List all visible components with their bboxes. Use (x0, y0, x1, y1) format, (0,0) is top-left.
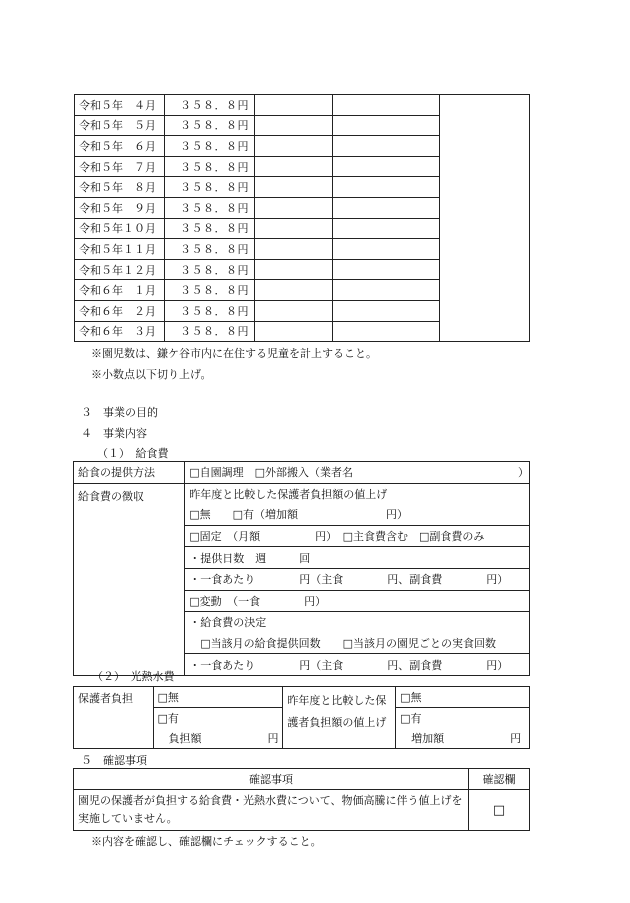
section-confirmation-heading: ５ 確認事項 (81, 754, 147, 767)
monthly-amount-cell: ３５８．８円 (164, 177, 254, 198)
monthly-blank-cell[interactable] (254, 300, 332, 321)
monthly-month-cell: 令和５年 ６月 (75, 136, 165, 157)
meal-per-meal-variable: ・一食あたり 円（主食 円、副食費 円） (185, 654, 530, 676)
utility-increase-amount: 増加額 円 (396, 728, 530, 749)
subsection-meal-heading: （１） 給食費 (97, 447, 169, 460)
monthly-amount-cell: ３５８．８円 (164, 300, 254, 321)
utility-burden-label: 保護者負担 (74, 687, 154, 749)
confirmation-check-header: 確認欄 (469, 769, 530, 790)
meal-days-provided: ・提供日数 週 回 (185, 547, 530, 569)
monthly-blank-cell[interactable] (332, 218, 440, 239)
monthly-month-cell: 令和５年 ４月 (75, 95, 165, 116)
monthly-blank-cell[interactable] (332, 177, 440, 198)
monthly-blank-cell[interactable] (332, 321, 440, 342)
note-children-count: ※園児数は、鎌ケ谷市内に在住する児童を計上すること。 (91, 347, 377, 360)
footer-note: ※内容を確認し、確認欄にチェックすること。 (91, 835, 322, 848)
monthly-blank-cell[interactable] (332, 300, 440, 321)
monthly-blank-cell[interactable] (254, 177, 332, 198)
utility-increase-none-checkbox[interactable]: □無 (396, 687, 530, 708)
section-purpose-heading: ３ 事業の目的 (81, 406, 158, 419)
monthly-blank-cell[interactable] (332, 156, 440, 177)
monthly-amount-cell: ３５８．８円 (164, 156, 254, 177)
monthly-blank-cell[interactable] (254, 321, 332, 342)
monthly-blank-cell[interactable] (254, 197, 332, 218)
monthly-month-cell: 令和５年 ８月 (75, 177, 165, 198)
monthly-amount-cell: ３５８．８円 (164, 197, 254, 218)
meal-provision-label: 給食の提供方法 (74, 462, 185, 484)
utility-increase-label (283, 687, 396, 749)
meal-fixed-options[interactable]: □固定 （月額 円） □主食費含む □副食費のみ (185, 525, 530, 547)
monthly-month-cell: 令和５年１２月 (75, 259, 165, 280)
monthly-blank-cell[interactable] (254, 239, 332, 260)
monthly-remarks-cell[interactable] (440, 95, 530, 342)
monthly-blank-cell[interactable] (254, 218, 332, 239)
monthly-blank-cell[interactable] (254, 136, 332, 157)
confirmation-item-text: 園児の保護者が負担する給食費・光熱水費について、物価高騰に伴う値上げを実施していません。 (74, 790, 469, 831)
confirmation-item-header: 確認事項 (74, 769, 469, 790)
monthly-row (75, 95, 530, 116)
monthly-blank-cell[interactable] (254, 259, 332, 280)
utility-burden-none-checkbox[interactable]: □無 (153, 687, 283, 708)
monthly-blank-cell[interactable] (332, 239, 440, 260)
monthly-blank-cell[interactable] (254, 95, 332, 116)
monthly-amount-cell: ３５８．８円 (164, 239, 254, 260)
monthly-blank-cell[interactable] (332, 136, 440, 157)
meal-provision-options[interactable]: □自園調理 □外部搬入（業者名 ） (185, 462, 530, 484)
monthly-month-cell: 令和５年 ７月 (75, 156, 165, 177)
monthly-amount-cell: ３５８．８円 (164, 136, 254, 157)
subsection-utility-heading: （２） 光熱水費 (92, 670, 175, 683)
monthly-month-cell: 令和５年 ５月 (75, 115, 165, 136)
monthly-month-cell: 令和６年 ３月 (75, 321, 165, 342)
utility-increase-label-line2: 護者負担額の値上げ (287, 716, 387, 729)
meal-price-increase-options[interactable]: □無 □有（増加額 円） (185, 504, 530, 525)
monthly-amount-cell: ３５８．８円 (164, 115, 254, 136)
utility-fee-table (73, 686, 530, 749)
confirmation-table (73, 768, 530, 831)
monthly-amount-table (74, 94, 530, 342)
utility-burden-yes-checkbox[interactable]: □有 (153, 708, 283, 729)
meal-collection-label: 給食費の徴収 (74, 483, 185, 675)
monthly-amount-cell: ３５８．８円 (164, 95, 254, 116)
monthly-month-cell: 令和６年 ２月 (75, 300, 165, 321)
meal-variable-option[interactable]: □変動 （一食 円） (185, 590, 530, 612)
note-rounding: ※小数点以下切り上げ。 (91, 368, 212, 381)
monthly-blank-cell[interactable] (254, 280, 332, 301)
meal-per-meal-fixed: ・一食あたり 円（主食 円、副食費 円） (185, 568, 530, 590)
monthly-amount-cell: ３５８．８円 (164, 259, 254, 280)
meal-price-increase-question: 昨年度と比較した保護者負担額の値上げ (185, 483, 530, 504)
monthly-month-cell: 令和５年１１月 (75, 239, 165, 260)
utility-increase-yes-checkbox[interactable]: □有 (396, 708, 530, 729)
monthly-amount-cell: ３５８．８円 (164, 321, 254, 342)
monthly-blank-cell[interactable] (332, 259, 440, 280)
monthly-blank-cell[interactable] (332, 115, 440, 136)
monthly-month-cell: 令和５年 ９月 (75, 197, 165, 218)
monthly-blank-cell[interactable] (254, 156, 332, 177)
monthly-blank-cell[interactable] (332, 197, 440, 218)
monthly-month-cell: 令和５年１０月 (75, 218, 165, 239)
monthly-amount-cell: ３５８．８円 (164, 280, 254, 301)
confirmation-checkbox[interactable]: □ (469, 790, 530, 831)
utility-burden-amount: 負担額 円 (153, 728, 283, 749)
meal-fee-decision-label: ・給食費の決定 (185, 612, 530, 633)
meal-fee-table (73, 461, 530, 676)
utility-increase-label-line1: 昨年度と比較した保 (287, 694, 387, 707)
monthly-amount-cell: ３５８．８円 (164, 218, 254, 239)
monthly-blank-cell[interactable] (254, 115, 332, 136)
section-content-heading: ４ 事業内容 (81, 427, 147, 440)
monthly-blank-cell[interactable] (332, 280, 440, 301)
monthly-month-cell: 令和６年 １月 (75, 280, 165, 301)
meal-fee-decision-options[interactable]: □当該月の給食提供回数 □当該月の園児ごとの実食回数 (185, 633, 530, 654)
monthly-blank-cell[interactable] (332, 95, 440, 116)
